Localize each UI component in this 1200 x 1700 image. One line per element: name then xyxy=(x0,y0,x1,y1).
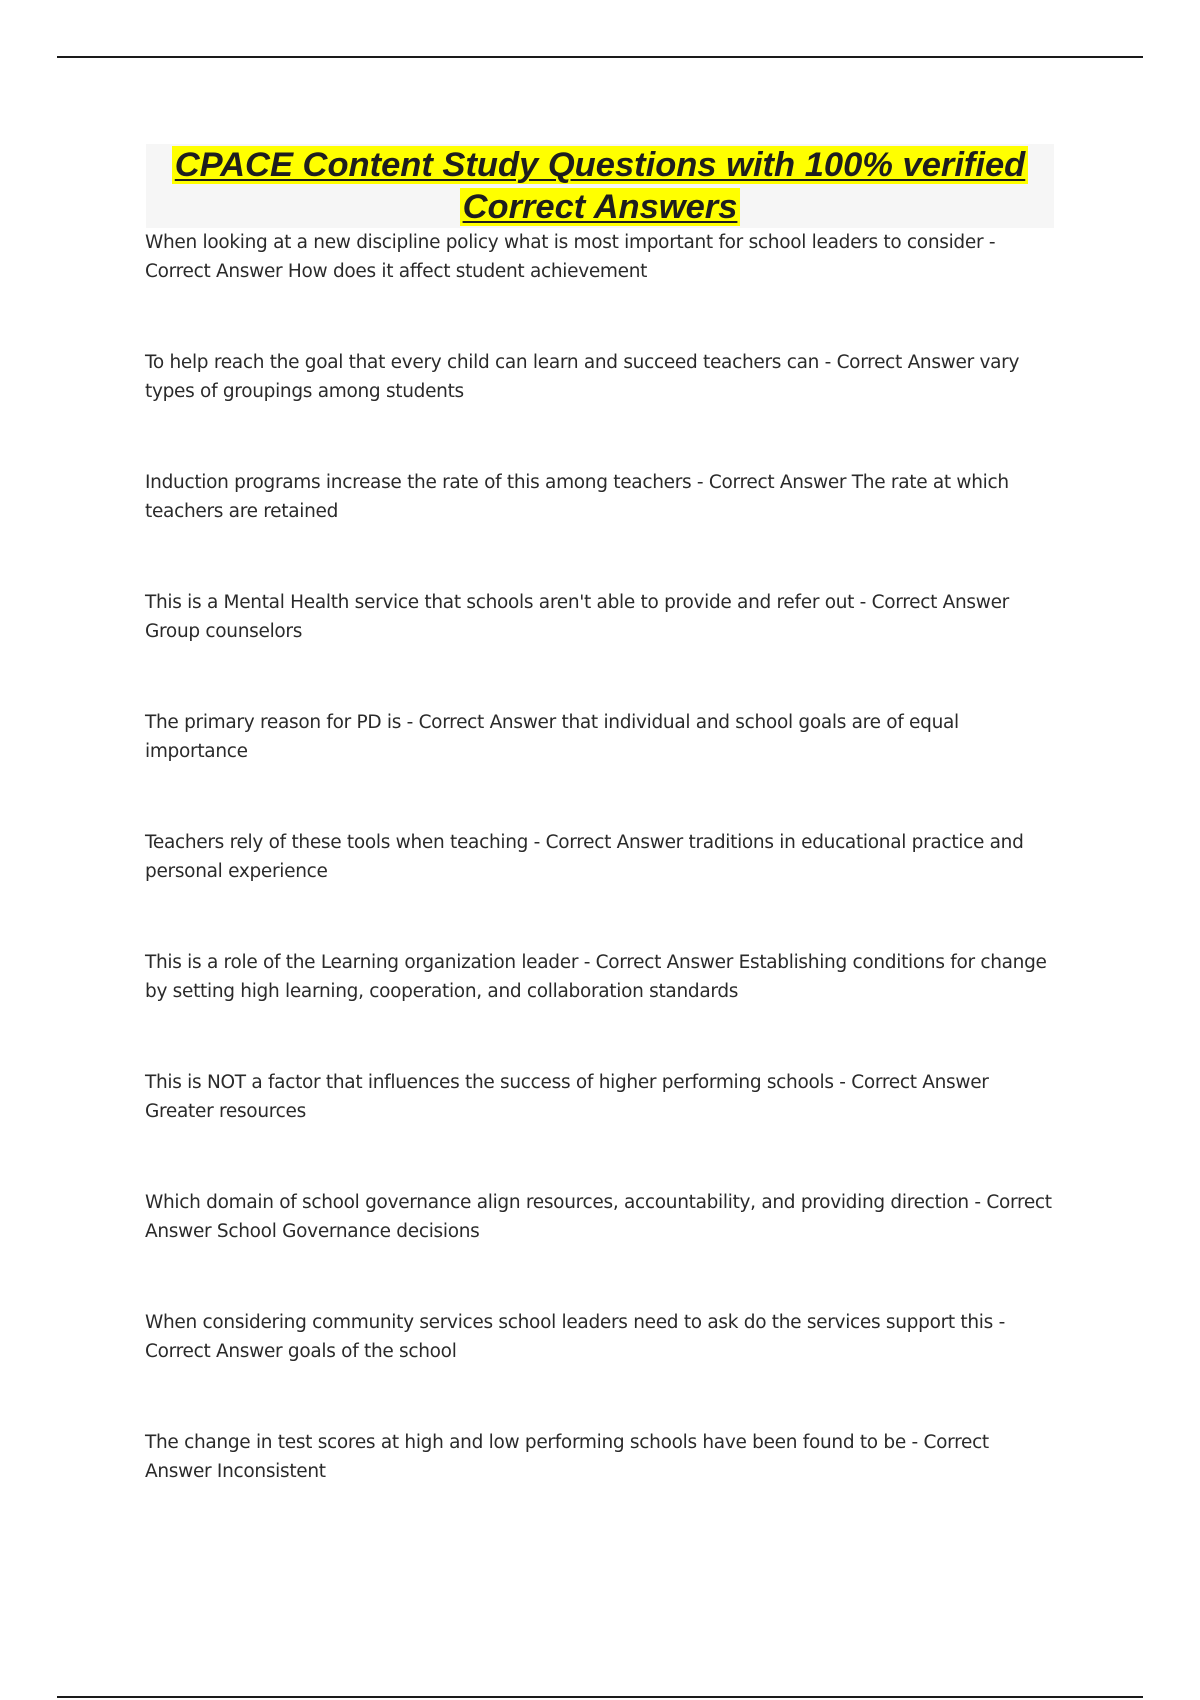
title-highlight: CPACE Content Study Questions with 100% verified xyxy=(172,146,1029,184)
qa-item: This is a Mental Health service that schools aren't able to provide and refer out - Correct Answer Group counselors xyxy=(145,592,1009,642)
title-highlight: Correct Answers xyxy=(460,188,741,226)
top-rule xyxy=(57,56,1143,58)
qa-item: The primary reason for PD is - Correct Answer that individual and school goals are of equal importance xyxy=(145,712,959,762)
qa-list xyxy=(145,229,1060,1549)
bottom-rule xyxy=(57,1696,1143,1698)
qa-item: This is a role of the Learning organization leader - Correct Answer Establishing conditions for change by setting high learning, cooperation, and collaboration standards xyxy=(145,952,1047,1002)
document-title-line-1 xyxy=(146,144,1054,186)
qa-item: Teachers rely of these tools when teaching - Correct Answer traditions in educational practice and personal experience xyxy=(145,832,1024,882)
qa-item: This is NOT a factor that influences the success of higher performing schools - Correct Answer Greater resources xyxy=(145,1072,989,1122)
qa-item: Induction programs increase the rate of this among teachers - Correct Answer The rate at which teachers are retained xyxy=(145,472,1009,522)
qa-item: The change in test scores at high and low performing schools have been found to be - Correct Answer Inconsistent xyxy=(145,1432,989,1482)
qa-item: Which domain of school governance align resources, accountability, and providing direction - Correct Answer School Governance decisions xyxy=(145,1192,1052,1242)
document-title-line-2 xyxy=(146,186,1054,228)
qa-item: To help reach the goal that every child can learn and succeed teachers can - Correct Answer vary types of groupings among students xyxy=(145,352,1020,402)
qa-item: When looking at a new discipline policy what is most important for school leaders to consider - Correct Answer How does it affect student achievement xyxy=(145,232,996,282)
title-block xyxy=(146,144,1054,228)
qa-item: When considering community services school leaders need to ask do the services support this - Correct Answer goals of the school xyxy=(145,1312,1005,1362)
